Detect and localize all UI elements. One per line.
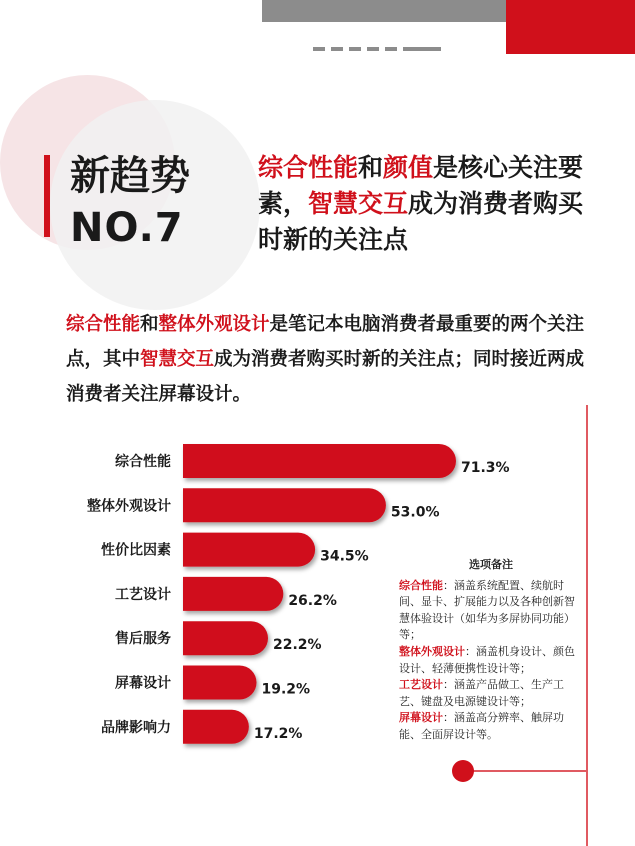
body-text: 成为消费者购买时新的关注点；同时接近两成消费者关注屏幕设计。 xyxy=(66,349,585,405)
bar xyxy=(183,666,257,700)
options-notes xyxy=(399,557,583,744)
dash-mark xyxy=(385,47,397,51)
dash-mark xyxy=(331,47,343,51)
headline xyxy=(258,150,598,258)
top-red-block xyxy=(506,0,635,54)
note-item xyxy=(399,710,583,743)
body-text: 和 xyxy=(140,314,159,335)
top-gray-bar xyxy=(262,0,506,22)
category-label: 综合性能 xyxy=(115,454,171,470)
highlight-text: 综合性能 xyxy=(258,153,359,182)
category-label: 整体外观设计 xyxy=(87,498,171,515)
body-text: 是笔记本电脑消费者最重要的两个关注点，其中 xyxy=(66,314,585,370)
note-text: ：涵盖机身设计、颜色设计、轻薄便携性设计等； xyxy=(399,644,575,675)
note-item xyxy=(399,677,583,710)
dash-mark xyxy=(403,47,441,51)
summary-paragraph xyxy=(66,307,586,412)
highlight-text: 综合性能 xyxy=(66,314,141,335)
dash-mark xyxy=(349,47,361,51)
highlight-text: 颜值 xyxy=(383,153,434,182)
value-label: 17.2% xyxy=(253,725,303,742)
title-line2: NO.7 xyxy=(70,205,184,251)
category-label: 性价比因素 xyxy=(101,542,171,559)
red-dot xyxy=(452,760,474,782)
highlight-text: 智慧交互 xyxy=(140,349,215,370)
highlight-text: 整体外观设计 xyxy=(158,314,270,335)
bar xyxy=(183,444,456,478)
dot-connector-line xyxy=(462,770,586,772)
highlight-text: 智慧交互 xyxy=(308,189,409,218)
note-key: 工艺设计 xyxy=(399,678,443,692)
bar xyxy=(183,577,283,611)
note-text: ：涵盖产品做工、生产工艺、键盘及电源键设计等； xyxy=(399,678,564,708)
value-label: 34.5% xyxy=(320,548,369,565)
value-label: 53.0% xyxy=(390,504,440,521)
bar xyxy=(183,533,315,567)
title-line1: 新趋势 xyxy=(70,153,190,199)
page-title xyxy=(70,150,190,254)
note-text: ：涵盖高分辨率、触屏功能、全面屏设计等。 xyxy=(399,711,564,741)
dash-mark xyxy=(367,47,379,51)
category-label: 售后服务 xyxy=(115,631,171,648)
notes-title: 选项备注 xyxy=(469,558,513,571)
note-item xyxy=(399,644,583,677)
note-key: 整体外观设计 xyxy=(399,644,465,658)
category-label: 工艺设计 xyxy=(115,586,171,603)
dash-mark xyxy=(313,47,325,51)
bar xyxy=(183,710,249,744)
note-item xyxy=(399,578,583,644)
bar xyxy=(183,621,268,655)
value-label: 19.2% xyxy=(261,681,311,698)
category-label: 品牌影响力 xyxy=(101,719,171,736)
note-text: ：涵盖系统配置、续航时间、显卡、扩展能力以及各种创新智慧体验设计（如华为多屏协同功能）等； xyxy=(399,578,575,642)
category-label: 屏幕设计 xyxy=(115,675,171,692)
title-accent-bar xyxy=(44,155,50,237)
value-label: 71.3% xyxy=(461,460,510,476)
note-key: 综合性能 xyxy=(399,578,443,592)
bar xyxy=(183,488,386,522)
value-label: 26.2% xyxy=(288,592,337,609)
body-text: 和 xyxy=(358,153,384,182)
value-label: 22.2% xyxy=(273,637,322,654)
body-text: 是核心关注要素， xyxy=(258,153,584,218)
body-text: 成为消费者购买时新的关注点 xyxy=(258,189,584,254)
note-key: 屏幕设计 xyxy=(399,711,443,725)
